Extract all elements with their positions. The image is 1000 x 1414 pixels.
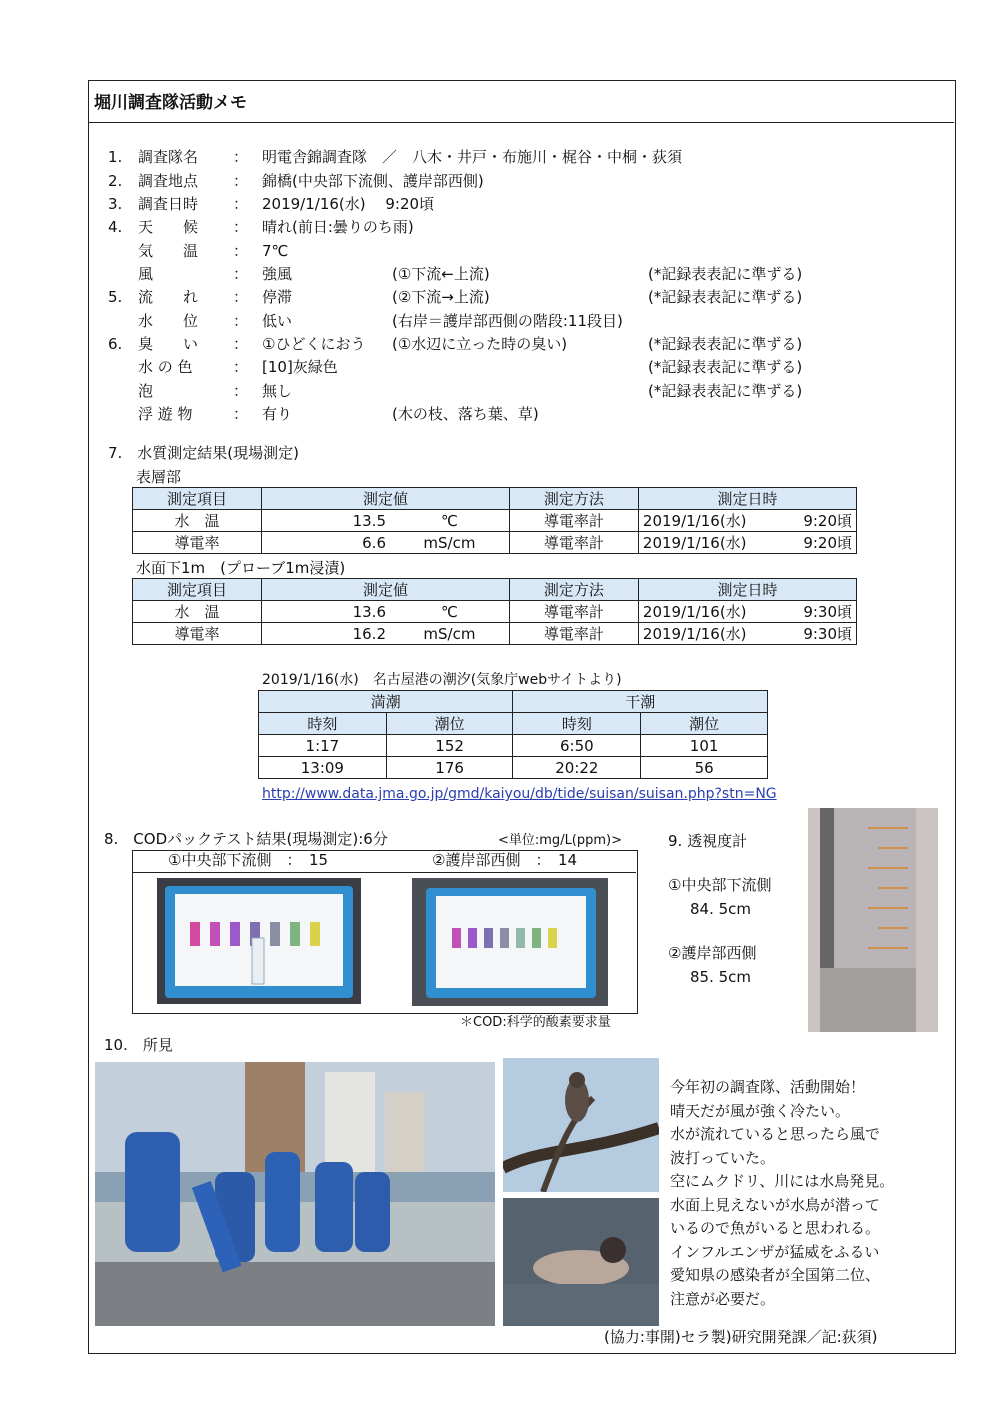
info-colon: ： — [233, 242, 249, 260]
transparency-p2-value: 85. 5cm — [690, 968, 752, 986]
cod-right-label: ②護岸部西側 ： 14 — [432, 851, 578, 869]
cod-label-row — [132, 850, 636, 873]
time-cell: 9:30頃 — [783, 623, 857, 645]
findings-line: 今年初の調査隊、活動開始！ — [670, 1078, 866, 1096]
low-level-header: 潮位 — [641, 713, 768, 735]
value-cell: 16.2 — [262, 623, 391, 645]
tide-cell: 152 — [386, 735, 513, 757]
cod-unit: <単位:mg/L(ppm)> — [498, 833, 623, 848]
info-label: 天 候 — [138, 218, 199, 236]
page-title: 堀川調査隊活動メモ — [94, 93, 247, 113]
cod-test-card-image — [412, 878, 608, 1006]
high-tide-header: 満潮 — [259, 691, 513, 713]
info-ref: (*記録表表記に準ずる) — [648, 288, 803, 306]
section7-title: 7. 水質測定結果(現場測定) — [108, 444, 300, 462]
info-num: 2. — [108, 172, 123, 190]
info-value: 2019/1/16(水) 9:20頃 — [262, 195, 435, 213]
info-value: 停滞 — [262, 288, 293, 306]
info-value: 無し — [262, 382, 293, 400]
info-value: 錦橋(中央部下流側、護岸部西側) — [262, 172, 484, 190]
cod-left-label: ①中央部下流側 ： 15 — [168, 851, 329, 869]
time-cell: 9:20頃 — [783, 532, 857, 554]
findings-line: 水面上見えないが水鳥が潜って — [670, 1195, 881, 1214]
cod-test-card-image — [157, 878, 361, 1004]
tide-cell: 6:50 — [513, 735, 641, 757]
transparency-p1-value: 84. 5cm — [690, 900, 752, 918]
col-method: 測定方法 — [509, 488, 638, 510]
findings-line: 注意が必要だ。 — [670, 1289, 776, 1308]
findings-line: 水が流れていると思ったら風で — [670, 1125, 881, 1143]
info-note: (②下流→上流) — [392, 288, 490, 306]
info-label: 水 位 — [138, 312, 199, 330]
info-label: 浮 遊 物 — [138, 405, 193, 423]
col-date: 測定日時 — [638, 579, 856, 601]
findings-title: 10. 所見 — [104, 1036, 173, 1054]
item-cell: 導電率 — [133, 623, 262, 645]
tide-cell: 56 — [641, 757, 768, 779]
time-cell: 9:30頃 — [783, 601, 857, 623]
date-cell: 2019/1/16(水) — [638, 532, 782, 554]
col-method: 測定方法 — [509, 579, 638, 601]
date-cell: 2019/1/16(水) — [638, 601, 782, 623]
unit-cell: mS/cm — [390, 623, 509, 645]
unit-cell: ℃ — [390, 601, 509, 623]
info-num: 5. — [108, 288, 123, 306]
tide-cell: 101 — [641, 735, 768, 757]
info-colon: ： — [233, 312, 249, 330]
table-row — [259, 757, 768, 779]
info-note: (木の枝、落ち葉、草) — [392, 405, 539, 423]
info-value: 7℃ — [262, 242, 289, 260]
cod-title: 8. CODパックテスト結果(現場測定):6分 — [104, 830, 388, 848]
tide-table — [258, 690, 768, 779]
value-cell: 13.5 — [262, 510, 391, 532]
value-cell: 13.6 — [262, 601, 391, 623]
info-ref: (*記録表表記に準ずる) — [648, 335, 803, 353]
col-item: 測定項目 — [133, 488, 262, 510]
info-ref: (*記録表表記に準ずる) — [648, 382, 803, 400]
info-value: 強風 — [262, 265, 293, 283]
info-label: 調査隊名 — [138, 148, 199, 166]
info-label: 水 の 色 — [138, 358, 193, 376]
unit-cell: mS/cm — [390, 532, 509, 554]
info-num: 1. — [108, 148, 123, 166]
tide-caption: 2019/1/16(水) 名古屋港の潮汐(気象庁webサイトより) — [262, 672, 622, 688]
high-level-header: 潮位 — [386, 713, 513, 735]
info-note: (①水辺に立った時の臭い) — [392, 335, 568, 353]
item-cell: 水 温 — [133, 601, 262, 623]
cod-photo-left — [157, 878, 361, 1004]
info-value: 明電舎錦調査隊 ／ 八木・井戸・布施川・梶谷・中桐・荻須 — [262, 148, 683, 166]
item-cell: 導電率 — [133, 532, 262, 554]
transparency-tube-image — [808, 808, 938, 1032]
info-note: (①下流←上流) — [392, 265, 490, 283]
info-colon: ： — [233, 148, 249, 166]
findings-line: インフルエンザが猛威をふるい — [670, 1242, 880, 1261]
info-ref: (*記録表表記に準ずる) — [648, 265, 803, 283]
info-colon: ： — [233, 382, 249, 400]
team-photo — [95, 1062, 495, 1326]
findings-line: 波打っていた。 — [670, 1148, 776, 1167]
value-cell: 6.6 — [262, 532, 391, 554]
high-time-header: 時刻 — [259, 713, 387, 735]
transparency-p1-label: ①中央部下流側 — [668, 876, 772, 894]
info-colon: ： — [233, 172, 249, 190]
cod-photo-right — [412, 878, 608, 1006]
info-colon: ： — [233, 405, 249, 423]
table-row — [133, 510, 857, 532]
tide-cell: 1:17 — [259, 735, 387, 757]
date-cell: 2019/1/16(水) — [638, 623, 782, 645]
method-cell: 導電率計 — [509, 532, 638, 554]
info-value: 有り — [262, 405, 293, 423]
team-photo-image — [95, 1062, 495, 1326]
info-colon: ： — [233, 358, 249, 376]
waterbird-image — [503, 1198, 659, 1326]
method-cell: 導電率計 — [509, 510, 638, 532]
info-num: 3. — [108, 195, 123, 213]
date-cell: 2019/1/16(水) — [638, 510, 782, 532]
info-note: (右岸＝護岸部西側の階段:11段目) — [392, 312, 623, 330]
info-label: 臭 い — [138, 335, 199, 353]
unit-cell: ℃ — [390, 510, 509, 532]
low-tide-header: 干潮 — [513, 691, 768, 713]
tide-cell: 13:09 — [259, 757, 387, 779]
findings-line: 晴天だが風が強く冷たい。 — [670, 1101, 851, 1120]
findings-line: 空にムクドリ、川には水鳥発見。 — [670, 1172, 895, 1190]
method-cell: 導電率計 — [509, 623, 638, 645]
bird-tree-photo — [503, 1058, 659, 1192]
starling-image — [503, 1058, 659, 1192]
info-num: 4. — [108, 218, 123, 236]
depth-table — [132, 578, 857, 645]
item-cell: 水 温 — [133, 510, 262, 532]
time-cell: 9:20頃 — [783, 510, 857, 532]
info-value: 晴れ(前日:曇りのち雨) — [262, 218, 414, 236]
info-colon: ： — [233, 218, 249, 236]
surface-table — [132, 487, 857, 554]
table-row — [259, 735, 768, 757]
info-value: 低い — [262, 312, 293, 330]
col-item: 測定項目 — [133, 579, 262, 601]
col-date: 測定日時 — [638, 488, 856, 510]
info-ref: (*記録表表記に準ずる) — [648, 358, 803, 376]
transparency-title: 9. 透視度計 — [668, 832, 748, 850]
table-row — [133, 532, 857, 554]
info-colon: ： — [233, 195, 249, 213]
info-label: 調査地点 — [138, 172, 199, 190]
info-colon: ： — [233, 265, 249, 283]
tide-cell: 176 — [386, 757, 513, 779]
info-label: 気 温 — [138, 242, 199, 260]
method-cell: 導電率計 — [509, 601, 638, 623]
findings-line: いるので魚がいると思われる。 — [670, 1219, 881, 1237]
info-colon: ： — [233, 288, 249, 306]
depth-label: 水面下1m (プローブ1m浸漬) — [136, 559, 346, 577]
footer-credit: (協力:事開)セラ製)研究開発課／記:荻須) — [604, 1328, 878, 1346]
info-value: [10]灰緑色 — [262, 358, 338, 376]
waterbird-photo — [503, 1198, 659, 1326]
memo-header — [88, 80, 954, 123]
table-row — [133, 623, 857, 645]
surface-label: 表層部 — [136, 468, 182, 486]
info-label: 泡 — [138, 382, 154, 400]
transparency-tube-photo — [808, 808, 938, 1032]
col-value: 測定値 — [262, 579, 510, 601]
table-row — [133, 601, 857, 623]
info-colon: ： — [233, 335, 249, 353]
info-label: 流 れ — [138, 288, 199, 306]
tide-cell: 20:22 — [513, 757, 641, 779]
findings-line: 愛知県の感染者が全国第二位、 — [670, 1266, 881, 1284]
low-time-header: 時刻 — [513, 713, 641, 735]
info-num: 6. — [108, 335, 123, 353]
jma-link[interactable]: http://www.data.jma.go.jp/gmd/kaiyou/db/tide/suisan/suisan.php?stn=NG — [262, 786, 777, 802]
col-value: 測定値 — [262, 488, 510, 510]
transparency-p2-label: ②護岸部西側 — [668, 944, 757, 962]
cod-note: ＊COD:科学的酸素要求量 — [460, 1015, 611, 1030]
info-label: 調査日時 — [138, 195, 199, 213]
info-value: ①ひどくにおう — [262, 335, 366, 353]
info-label: 風 — [138, 265, 154, 283]
